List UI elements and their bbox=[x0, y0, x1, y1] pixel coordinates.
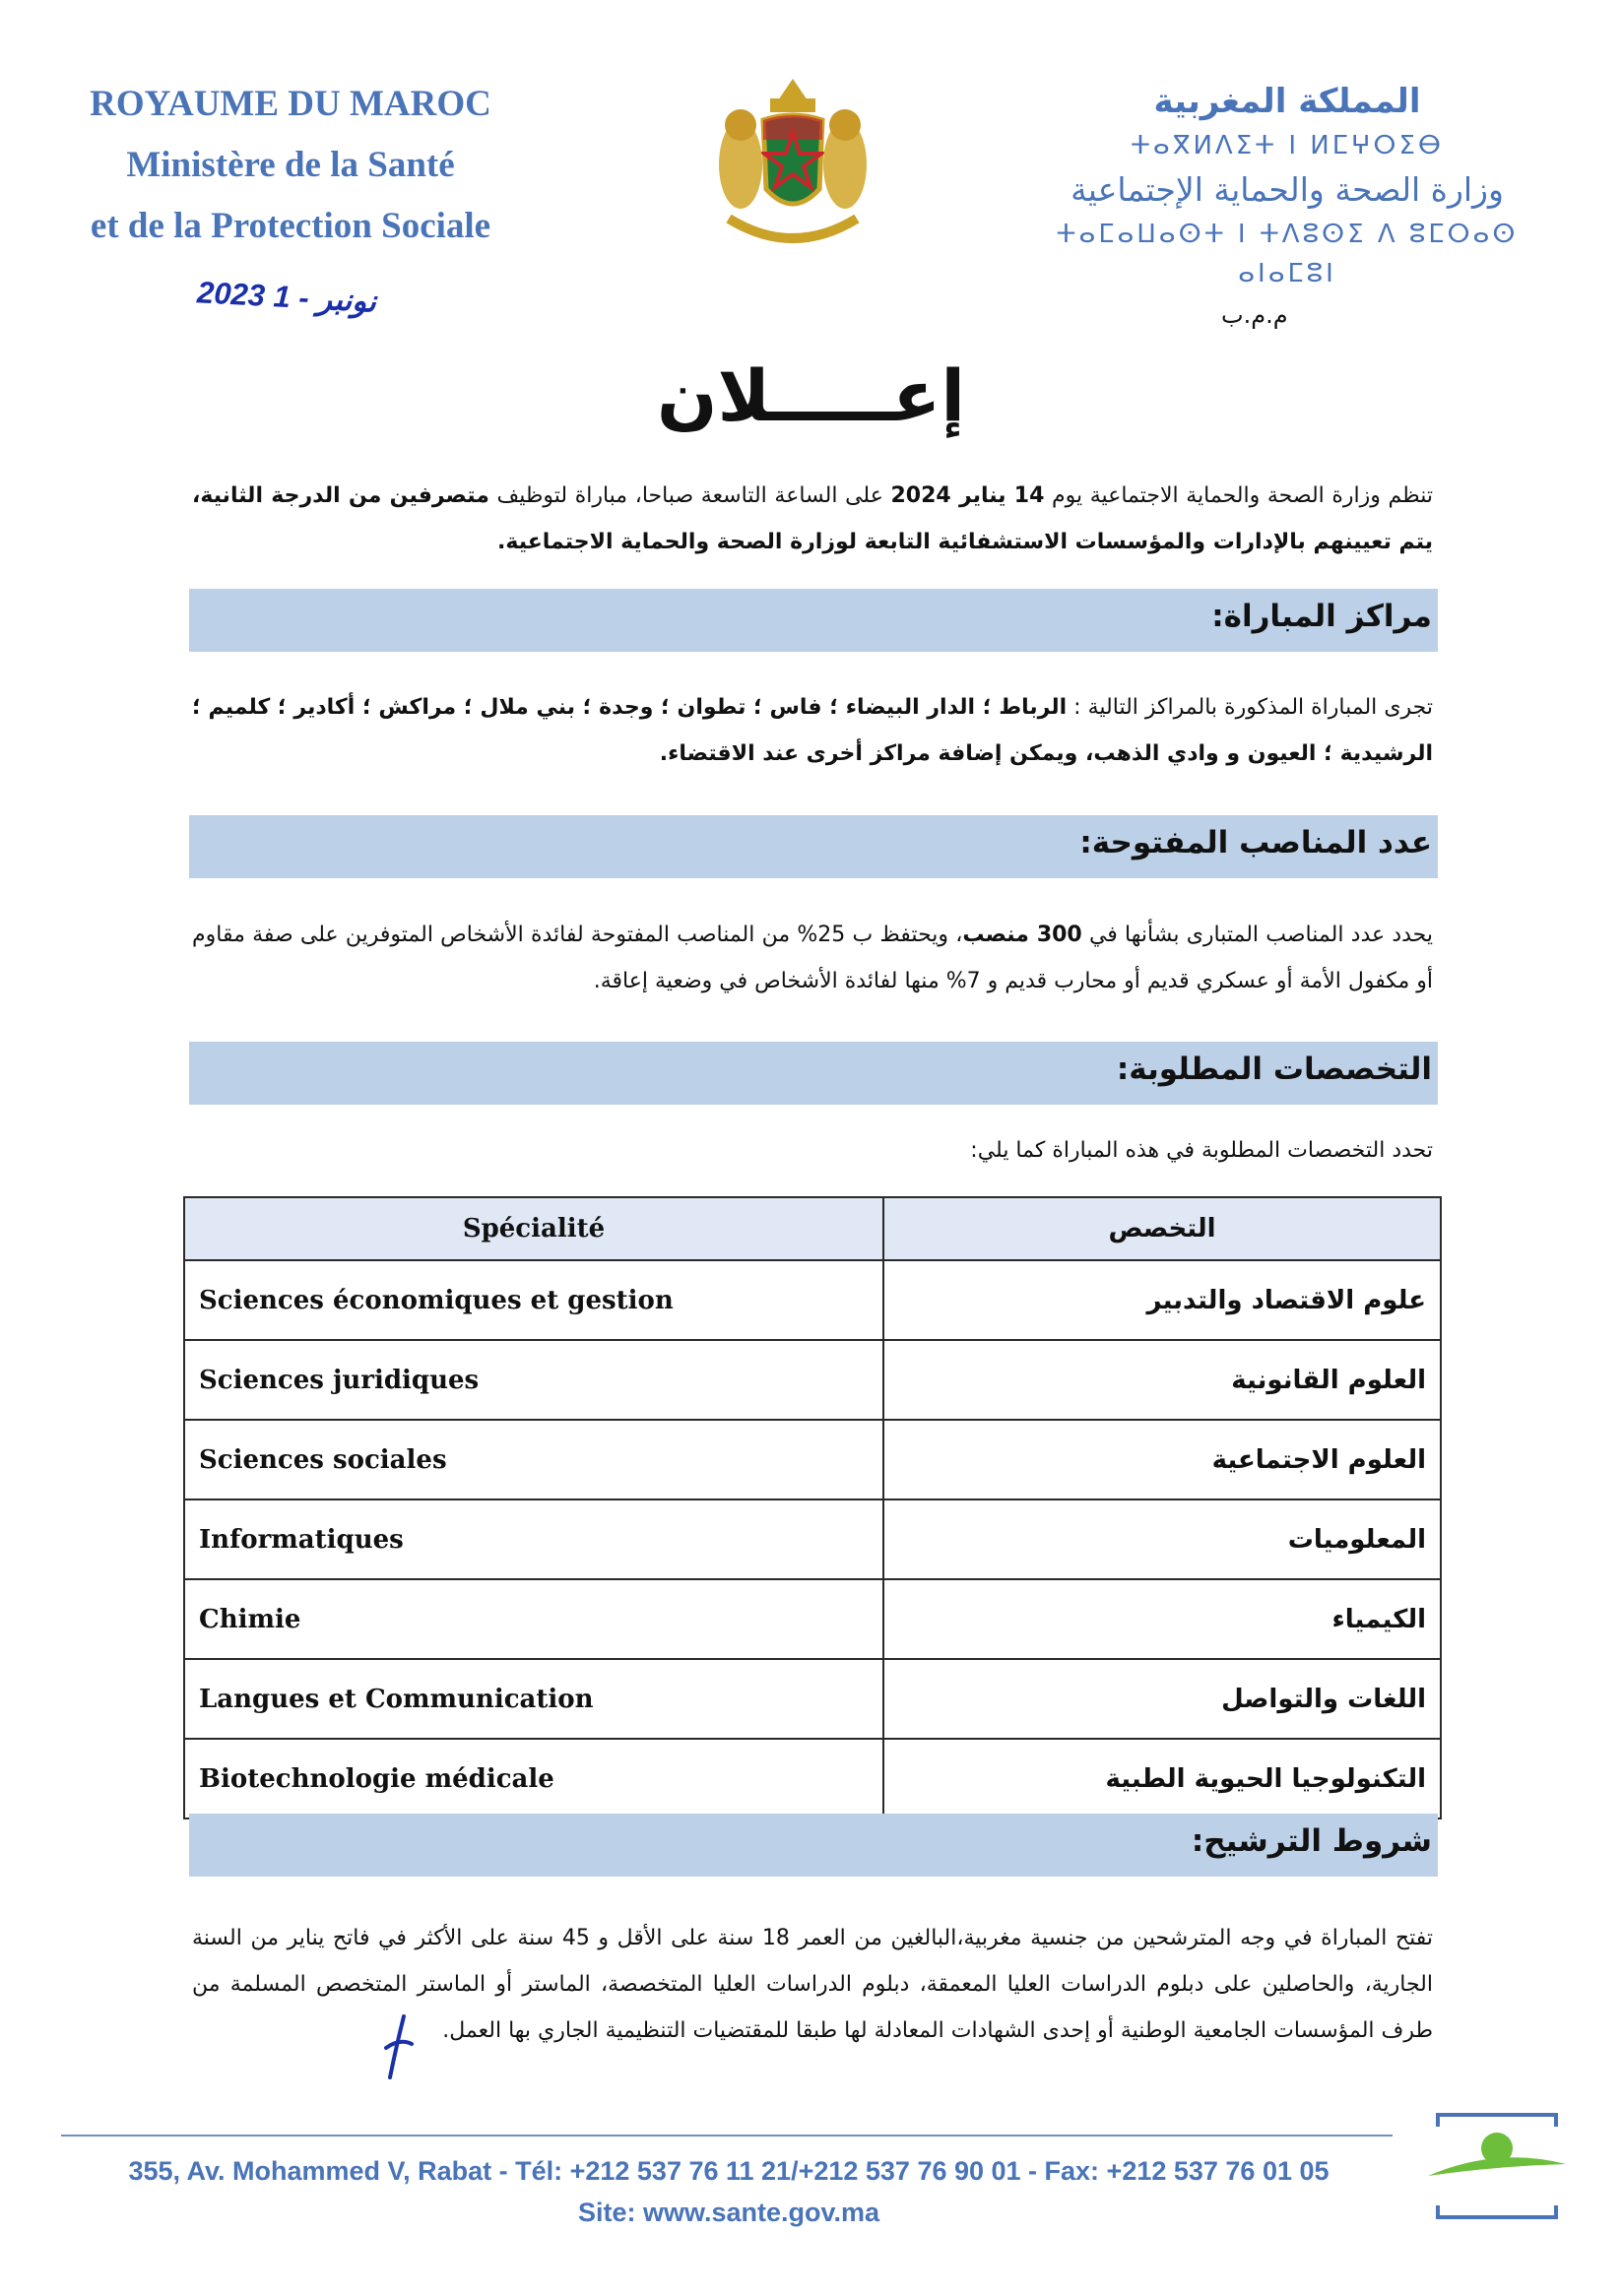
section-header-posts bbox=[189, 815, 1438, 878]
centers-list: الرباط ؛ الدار البيضاء ؛ فاس ؛ تطوان ؛ وجدة ؛ بني ملال ؛ مراكش ؛ أكادير ؛ كلميم ؛ الرشيدية ؛ العيون و وادي الذهب، ويمكن إضافة مراكز أخرى عند الاقتضاء. bbox=[192, 695, 1433, 766]
header-arabic bbox=[1011, 77, 1563, 293]
specialties-table bbox=[183, 1196, 1442, 1819]
table-row bbox=[184, 1499, 1441, 1579]
header-fr-line: ROYAUME DU MAROC bbox=[90, 84, 491, 124]
table-row bbox=[184, 1260, 1441, 1340]
centers-paragraph bbox=[192, 684, 1433, 777]
conditions-paragraph: تفتح المباراة في وجه المترشحين من جنسية مغربية،البالغين من العمر 18 سنة على الأقل و 45 سنة على الأكثر في فاتح يناير من السنة الجارية، والحاصلين على دبلوم الدراسات العليا المعمقة، دبلوم الدراسات العليا المتخصصة، الماستر أو الماستر المتخصص المسلمة من طرف المؤسسات الجامعية الوطنية أو إحدى الشهادات المعادلة لها طبقا للمقتضيات التنظيمية الجاري بها العمل. bbox=[192, 1926, 1433, 2043]
section-header-conditions bbox=[189, 1814, 1438, 1877]
date-stamp: 2023 نونبر - 1 bbox=[196, 275, 377, 319]
intro-position: متصرفين من الدرجة الثانية، يتم تعيينهم بالإدارات والمؤسسات الاستشفائية التابعة لوزارة الصحة والحماية الاجتماعية. bbox=[192, 483, 1433, 554]
cell-specialty-fr: Sciences sociales bbox=[184, 1420, 883, 1499]
table-row bbox=[184, 1340, 1441, 1420]
table-row bbox=[184, 1739, 1441, 1818]
cell-specialty-fr: Biotechnologie médicale bbox=[184, 1739, 883, 1818]
cell-specialty-fr: Sciences juridiques bbox=[184, 1340, 883, 1420]
cell-specialty-ar: المعلوميات bbox=[883, 1499, 1441, 1579]
header-ar-kingdom: المملكة المغربية bbox=[1153, 82, 1421, 121]
column-header-fr: Spécialité bbox=[184, 1197, 883, 1260]
cell-specialty-ar: اللغات والتواصل bbox=[883, 1659, 1441, 1739]
intro-date: 14 يناير 2024 bbox=[890, 483, 1045, 508]
section-header-specialties bbox=[189, 1042, 1438, 1105]
table-row bbox=[184, 1659, 1441, 1739]
cell-specialty-ar: العلوم القانونية bbox=[883, 1340, 1441, 1420]
cell-specialty-fr: Informatiques bbox=[184, 1499, 883, 1579]
ministry-logo-icon bbox=[1418, 2107, 1576, 2225]
royal-coat-of-arms-icon bbox=[709, 71, 876, 278]
footer-website: Site: www.sante.gov.ma bbox=[577, 2198, 880, 2227]
intro-text: تنظم وزارة الصحة والحماية الاجتماعية يوم bbox=[1044, 483, 1433, 508]
initials-mark-icon bbox=[378, 2009, 418, 2082]
footer-address: 355, Av. Mohammed V, Rabat - Tél: +212 537 76 11 21/+212 537 76 90 01 - Fax: +212 537 76 01 05 bbox=[128, 2156, 1330, 2186]
header-french bbox=[49, 74, 532, 257]
cell-specialty-fr: Sciences économiques et gestion bbox=[184, 1260, 883, 1340]
intro-paragraph bbox=[192, 473, 1433, 565]
footer-divider bbox=[61, 2135, 1393, 2137]
section-title: عدد المناصب المفتوحة: bbox=[1079, 825, 1432, 861]
posts-text: ، ويحتفظ ب 25% من المناصب المفتوحة لفائدة الأشخاص المتوفرين على صفة مقاوم أو مكفول الأمة أو عسكري قديم أو محارب قديم و 7% منها لفائدة الأشخاص في وضعية إعاقة. bbox=[192, 923, 1433, 993]
column-header-ar: التخصص bbox=[883, 1197, 1441, 1260]
intro-text: على الساعة التاسعة صباحا، مباراة لتوظيف bbox=[488, 483, 891, 508]
header-tifinagh-ministry: ⵜⴰⵎⴰⵡⴰⵙⵜ ⵏ ⵜⴷⵓⵙⵉ ⴷ ⵓⵎⵔⴰⵙ ⴰⵏⴰⵎⵓⵏ bbox=[1056, 220, 1519, 288]
posts-paragraph bbox=[192, 912, 1433, 1004]
page-title: إعـــــلان bbox=[656, 354, 966, 437]
centers-text: تجرى المباراة المذكورة بالمراكز التالية : bbox=[1067, 695, 1434, 720]
posts-text: يحدد عدد المناصب المتبارى بشأنها في bbox=[1081, 923, 1434, 947]
header-fr-line: et de la Protection Sociale bbox=[90, 206, 491, 246]
section-title: التخصصات المطلوبة: bbox=[1116, 1052, 1432, 1087]
header-fr-line: Ministère de la Santé bbox=[126, 145, 455, 185]
cell-specialty-fr: Chimie bbox=[184, 1579, 883, 1659]
section-title: شروط الترشيح: bbox=[1191, 1823, 1432, 1859]
specialties-intro: تحدد التخصصات المطلوبة في هذه المباراة كما يلي: bbox=[970, 1138, 1433, 1163]
reference-code: م.م.ب bbox=[1221, 301, 1288, 329]
cell-specialty-ar: العلوم الاجتماعية bbox=[883, 1420, 1441, 1499]
cell-specialty-ar: الكيمياء bbox=[883, 1579, 1441, 1659]
header-tifinagh-kingdom: ⵜⴰⴳⵍⴷⵉⵜ ⵏ ⵍⵎⵖⵔⵉⴱ bbox=[1130, 131, 1445, 160]
table-row bbox=[184, 1420, 1441, 1499]
header-ar-ministry: وزارة الصحة والحماية الإجتماعية bbox=[1071, 170, 1504, 209]
posts-count: 300 منصب bbox=[962, 923, 1082, 947]
table-row bbox=[184, 1579, 1441, 1659]
table-header-row bbox=[184, 1197, 1441, 1260]
cell-specialty-ar: التكنولوجيا الحيوية الطبية bbox=[883, 1739, 1441, 1818]
cell-specialty-fr: Langues et Communication bbox=[184, 1659, 883, 1739]
section-title: مراكز المباراة: bbox=[1211, 599, 1432, 634]
section-header-centers bbox=[189, 589, 1438, 652]
cell-specialty-ar: علوم الاقتصاد والتدبير bbox=[883, 1260, 1441, 1340]
